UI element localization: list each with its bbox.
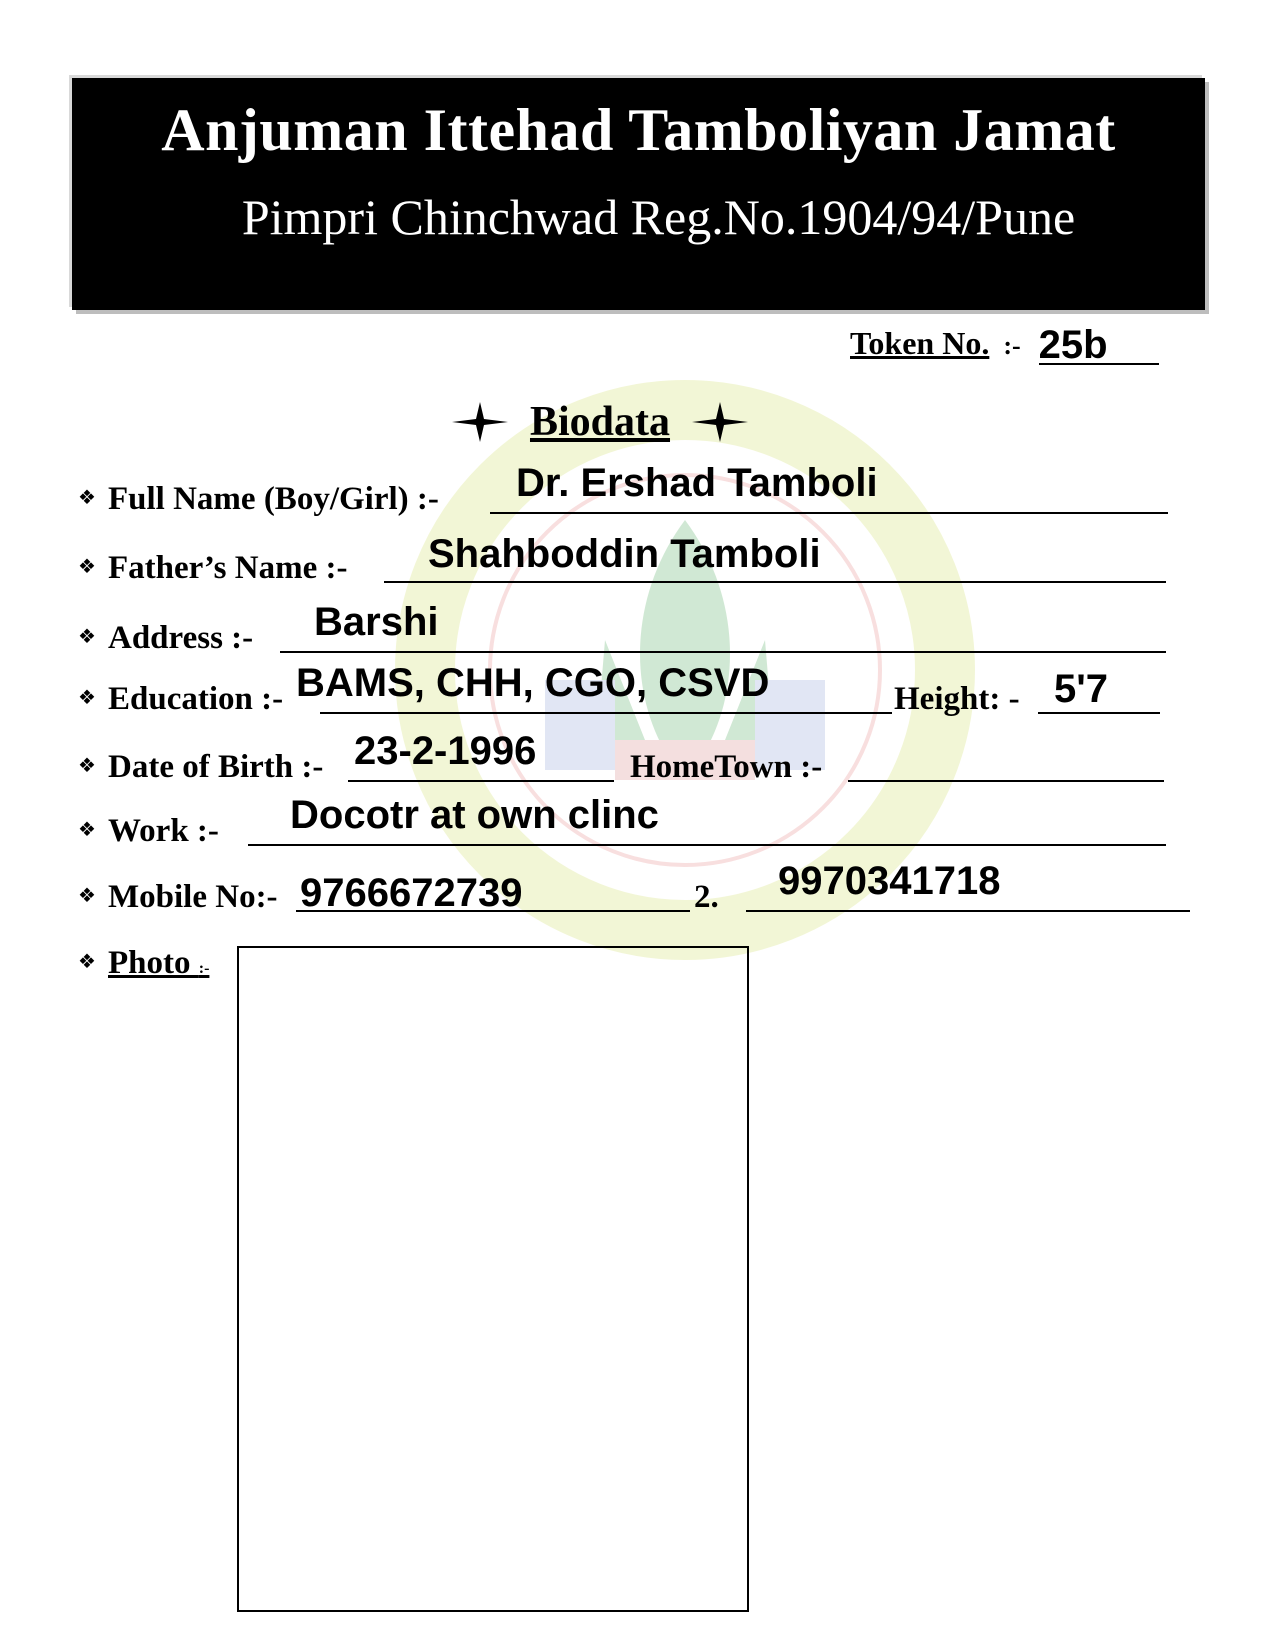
token-row [850, 325, 1159, 365]
organization-subtitle: Pimpri Chinchwad Reg.No.1904/94/Pune [241, 189, 1076, 245]
photo-label-text: Photo [108, 945, 191, 981]
height-value[interactable]: 5'7 [1054, 667, 1109, 711]
mobile-label: Mobile No:- [108, 879, 278, 915]
mobile2-value[interactable]: 9970341718 [778, 859, 1001, 903]
bullet-icon: ❖ [78, 487, 96, 509]
token-value[interactable]: 25b [1039, 327, 1159, 365]
bullet-icon: ❖ [78, 755, 96, 777]
address-field [78, 597, 1168, 657]
biodata-title: Biodata [529, 399, 671, 445]
dob-label: Date of Birth :- [108, 749, 324, 785]
organization-title: Anjuman Ittehad Tamboliyan Jamat [161, 97, 1116, 163]
bullet-icon: ❖ [78, 819, 96, 841]
mobile2-line [746, 910, 1190, 912]
address-line [280, 651, 1166, 653]
full-name-line [490, 512, 1168, 514]
father-name-value[interactable]: Shahboddin Tamboli [428, 532, 821, 576]
photo-label [108, 945, 209, 982]
father-name-line [384, 581, 1166, 583]
education-line [320, 712, 892, 714]
photo-field [78, 922, 258, 982]
education-field [78, 658, 1168, 718]
token-separator: :- [1003, 331, 1021, 360]
dob-value[interactable]: 23-2-1996 [354, 729, 537, 773]
height-line [1038, 712, 1160, 714]
header-banner [72, 78, 1205, 310]
full-name-value[interactable]: Dr. Ershad Tamboli [516, 461, 878, 505]
address-value[interactable]: Barshi [314, 600, 439, 644]
mobile-value[interactable]: 9766672739 [300, 871, 523, 915]
work-line [248, 844, 1166, 846]
bullet-icon: ❖ [78, 687, 96, 709]
biodata-heading [440, 398, 760, 446]
mobile-field [78, 856, 1188, 916]
height-label: Height: - [894, 681, 1020, 717]
star-left-icon [452, 402, 508, 442]
bullet-icon: ❖ [78, 626, 96, 648]
star-right-icon [692, 402, 748, 442]
father-name-label: Father’s Name :- [108, 550, 348, 586]
education-value[interactable]: BAMS, CHH, CGO, CSVD [296, 661, 770, 705]
bullet-icon: ❖ [78, 885, 96, 907]
father-name-field [78, 527, 1168, 587]
dob-field [78, 726, 1168, 786]
full-name-label: Full Name (Boy/Girl) :- [108, 481, 439, 517]
mobile2-label: 2. [694, 879, 719, 915]
hometown-line [848, 780, 1164, 782]
work-label: Work :- [108, 813, 219, 849]
bullet-icon: ❖ [78, 556, 96, 578]
hometown-label: HomeTown :- [630, 749, 823, 785]
work-value[interactable]: Docotr at own clinc [290, 793, 659, 837]
bullet-icon: ❖ [78, 951, 96, 973]
education-label: Education :- [108, 681, 284, 717]
token-label: Token No. [850, 325, 990, 361]
full-name-field [78, 458, 1168, 518]
address-label: Address :- [108, 620, 254, 656]
work-field [78, 790, 1168, 850]
photo-box[interactable] [237, 946, 749, 1612]
dob-line [348, 780, 614, 782]
photo-label-separator: :- [198, 960, 210, 977]
